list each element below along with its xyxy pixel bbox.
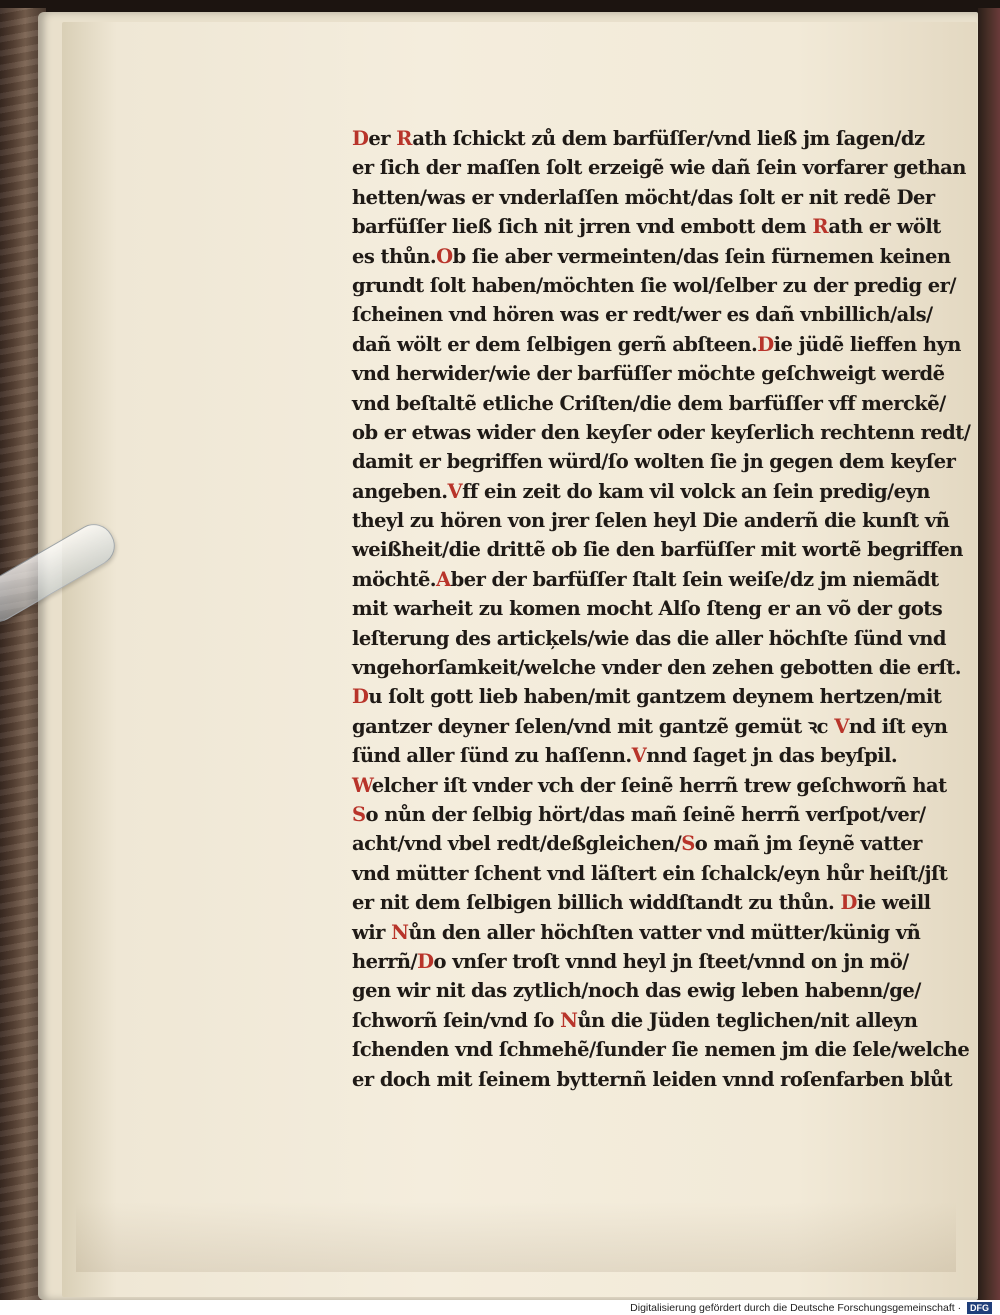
rubricated-initial: V (631, 744, 647, 768)
text-run: o mañ jm ſeynẽ vatter (694, 832, 922, 856)
rubricated-initial: V (447, 479, 463, 503)
rubricated-initial: S (352, 802, 366, 826)
text-run: ob er etwas wider den keyſer oder keyſerlich rechtenn redt/ (352, 420, 971, 444)
text-line (352, 389, 972, 418)
text-line (352, 506, 972, 535)
rubricated-initial: W (352, 773, 372, 797)
dfg-logo: DFG (967, 1302, 992, 1314)
book-page (62, 22, 977, 1297)
text-run: ie weill (856, 891, 931, 915)
text-line (352, 447, 972, 476)
text-run: ůn die Jüden teglichen/nit alleyn (577, 1008, 918, 1032)
rubricated-initial: A (436, 567, 451, 591)
text-line (352, 800, 972, 829)
text-line (352, 1006, 972, 1035)
rubricated-initial: N (560, 1008, 578, 1032)
text-run: leſterung des articķels/wie das die aller höchſte ſünd vnd (352, 626, 946, 650)
text-run: b ſie aber vermeinten/das ſein fürnemen keinen (452, 244, 951, 268)
text-line (352, 888, 972, 917)
text-run: grundt ſolt haben/möchten ſie wol/ſelber zu der predig er/ (352, 273, 956, 297)
text-line (352, 741, 972, 770)
text-run: er doch mit ſeinem bytternñ leiden vnnd roſenfarben blůt (352, 1067, 953, 1091)
text-line (352, 624, 972, 653)
rubricated-initial: V (834, 714, 849, 738)
rubricated-initial: D (352, 127, 369, 150)
text-run: gantzer deyner ſelen/vnd mit gantzẽ gemüt ꝛc (352, 714, 835, 738)
text-run: vngehorſamkeit/welche vnder den zehen gebotten die erſt. (352, 656, 961, 680)
rubricated-initial: O (436, 244, 453, 268)
text-run: ff ein zeit do kam vil volck an ſein predig/eyn (462, 479, 930, 503)
text-run: nd iſt eyn (848, 714, 948, 738)
text-run: damit er begriffen würd/ſo wolten ſie jn gegen dem keyſer (352, 450, 956, 474)
text-line (352, 918, 972, 947)
text-run: theyl zu hören von jrer ſelen heyl Die anderñ die kunſt vñ (352, 509, 950, 533)
text-run: o vnſer troſt vnnd heyl jn ſteet/vnnd on jn mö/ (433, 949, 909, 973)
text-line (352, 359, 972, 388)
text-line (352, 535, 972, 564)
text-line (352, 594, 972, 623)
text-run: ie jüdẽ lieffen hyn (773, 332, 961, 356)
rubricated-initial: D (840, 891, 857, 915)
rubricated-initial: D (757, 332, 774, 356)
text-run: er (368, 127, 397, 150)
rubricated-initial: R (396, 127, 413, 150)
text-run: hetten/was er vnderlaſſen möcht/das ſolt er nit redẽ Der (352, 185, 935, 209)
text-line (352, 271, 972, 300)
text-line (352, 653, 972, 682)
text-run: ůn den aller höchſten vatter vnd mütter/künig vñ (408, 920, 921, 944)
text-run: ſchenden vnd ſchmehẽ/ſunder ſie nemen jm die ſele/welche (352, 1038, 970, 1062)
text-run: acht/vnd vbel redt/deßgleichen/ (352, 832, 682, 856)
text-run: ath ſchickt zů dem barfüſſer/vnd ließ jm ſagen/dz (412, 127, 925, 150)
text-run: ſcheinen vnd hören was er redt/wer es dañ vnbillich/als/ (352, 303, 933, 327)
text-run: barfüſſer ließ ſich nit jrren vnd embott dem (352, 215, 813, 239)
text-line (352, 947, 972, 976)
text-line (352, 242, 972, 271)
footer-text: Digitalisierung gefördert durch die Deutsche Forschungsgemeinschaft · (630, 1302, 962, 1314)
text-run: o nůn der ſelbig hört/das mañ ſeinẽ herrñ verſpot/ver/ (365, 802, 926, 826)
text-line (352, 1065, 972, 1094)
text-run: u ſolt gott lieb haben/mit gantzem deynem hertzen/mit (368, 685, 942, 709)
text-line (352, 183, 972, 212)
text-run: elcher iſt vnder vch der ſeinẽ herrñ trew geſchworñ hat (371, 773, 947, 797)
text-line (352, 712, 972, 741)
text-line (352, 829, 972, 858)
text-run: er nit dem ſelbigen billich widdſtandt zu thůn. (352, 891, 841, 915)
text-run: möchtẽ. (352, 567, 437, 591)
text-run: vnd beſtaltẽ etliche Criſten/die dem barfüſſer vff merckẽ/ (352, 391, 946, 415)
text-run: ber der barfüſſer ſtalt ſein weiſe/dz jm niemãdt (450, 567, 939, 591)
text-run: vnd mütter ſchent vnd läſtert ein ſchalck/eyn hůr heiſt/jſt (352, 861, 948, 885)
text-line (352, 565, 972, 594)
text-run: ath er wölt (828, 215, 941, 239)
text-line (352, 330, 972, 359)
text-run: wir (352, 920, 392, 944)
text-run: herrñ/ (352, 949, 418, 973)
text-run: weißheit/die drittẽ ob ſie den barfüſſer mit wortẽ begriffen (352, 538, 963, 562)
text-run: mit warheit zu komen mocht Alſo ſteng er an võ der gots (352, 597, 943, 621)
text-run: es thůn. (352, 244, 437, 268)
rubricated-initial: N (391, 920, 409, 944)
text-line (352, 153, 972, 182)
text-line (352, 1035, 972, 1064)
text-line (352, 418, 972, 447)
text-line (352, 212, 972, 241)
rubricated-initial: D (352, 685, 369, 709)
text-line (352, 477, 972, 506)
text-run: dañ wölt er dem ſelbigen gerñ abſteen. (352, 332, 758, 356)
footer-credit (630, 1301, 992, 1315)
text-run: gen wir nit das zytlich/noch das ewig leben habenn/ge/ (352, 979, 921, 1003)
text-run: ſchworñ ſein/vnd ſo (352, 1008, 561, 1032)
text-block (352, 124, 972, 1094)
text-run: ſünd aller ſünd zu haſſenn. (352, 744, 632, 768)
rubricated-initial: R (812, 215, 829, 239)
text-line (352, 682, 972, 711)
rubricated-initial: S (681, 832, 695, 856)
text-run: vnd herwider/wie der barfüſſer möchte geſchweigt werdẽ (352, 362, 945, 386)
rubricated-initial: D (417, 949, 434, 973)
text-line (352, 300, 972, 329)
text-line (352, 859, 972, 888)
text-line (352, 976, 972, 1005)
text-line (352, 771, 972, 800)
text-run: nnd ſaget jn das beyſpil. (646, 744, 898, 768)
text-run: angeben. (352, 479, 448, 503)
binding-edge (978, 8, 1000, 1300)
text-line (352, 124, 972, 153)
text-run: er ſich der maſſen ſolt erzeigẽ wie dañ ſein vorfarer gethan (352, 156, 966, 180)
